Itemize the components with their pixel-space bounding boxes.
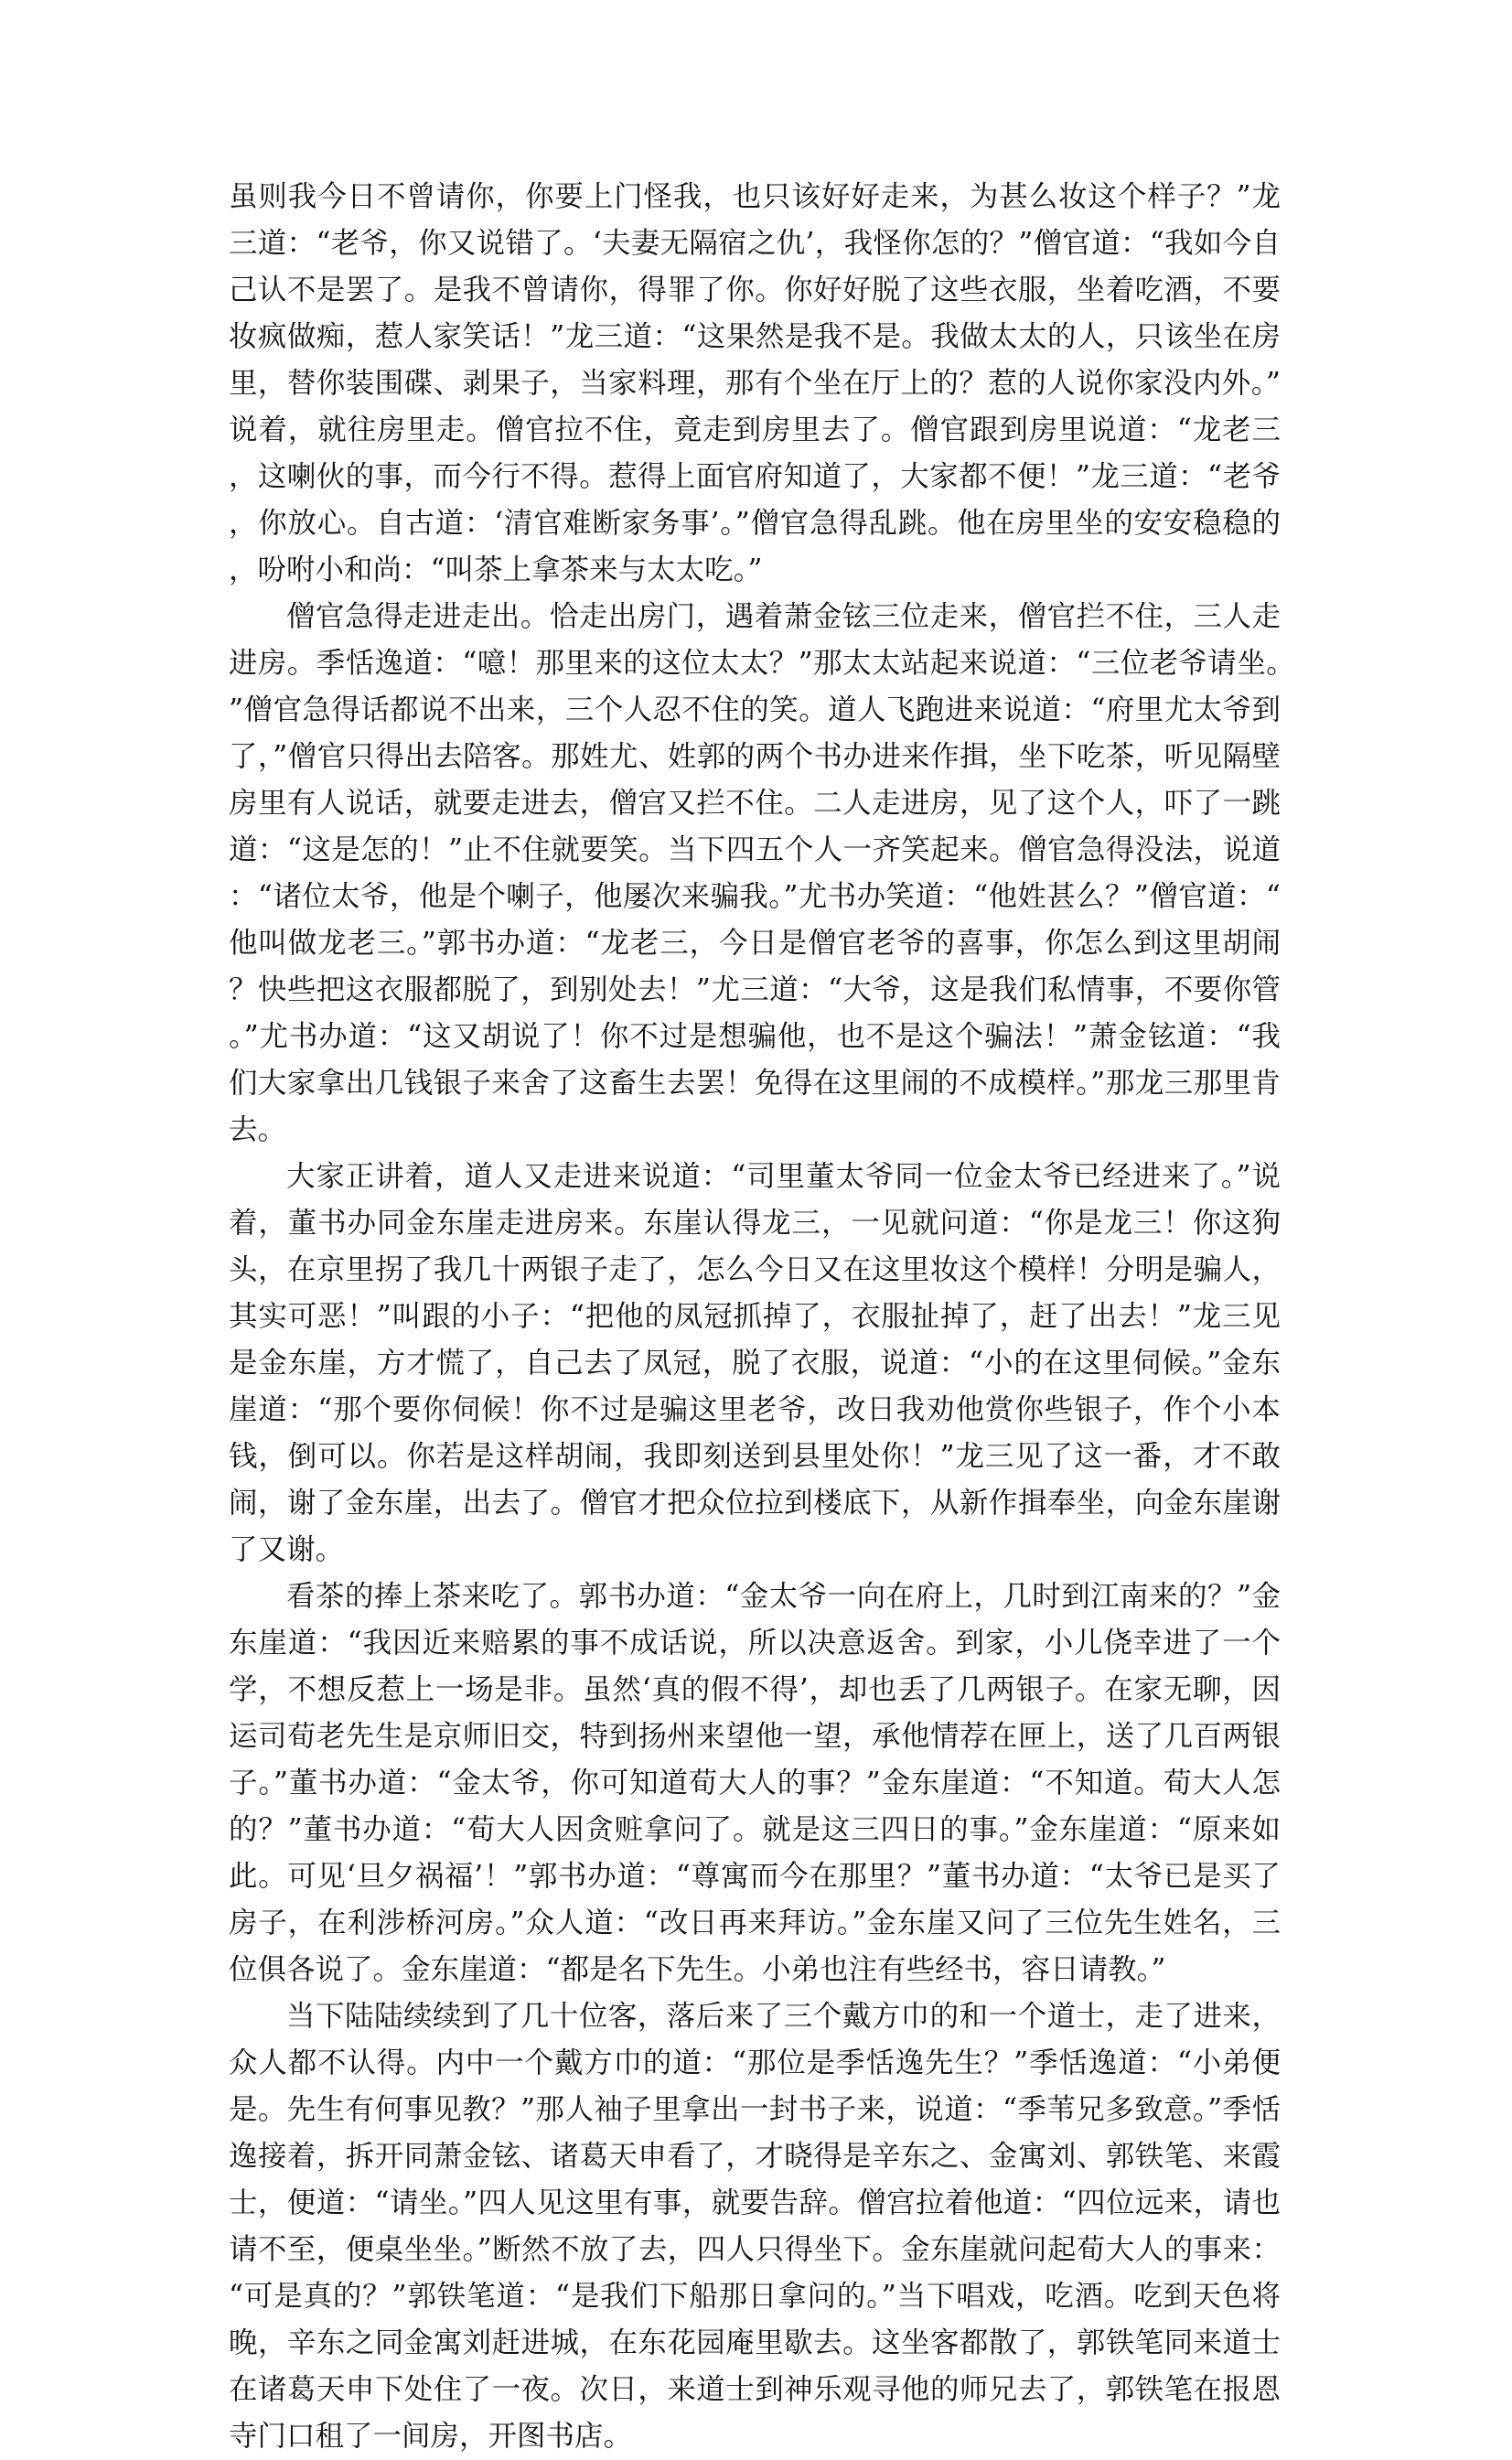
document-page — [229, 174, 1281, 2460]
paragraph-3: 大家正讲着，道人又走进来说道：“司里董太爷同一位金太爷已经进来了。”说着，董书办同金东崖走进房来。东崖认得龙三，一见就问道：“你是龙三！你这狗头，在京里拐了我几十两银子走了，怎么今日又在这里妆这个模样！分明是骗人，其实可恶！”叫跟的小子：“把他的凤冠抓掉了，衣服扯掉了，赶了出去！”龙三见是金东崖，方才慌了，自己去了凤冠，脱了衣服，说道：“小的在这里伺候。”金东崖道：“那个要你伺候！你不过是骗这里老爷，改日我劝他赏你些银子，作个小本钱，倒可以。你若是这样胡闹，我即刻送到县里处你！”龙三见了这一番，才不敢闹，谢了金东崖，出去了。僧官才把众位拉到楼底下，从新作揖奉坐，向金东崖谢了又谢。 — [229, 1160, 1281, 1566]
paragraph-5: 当下陆陆续续到了几十位客，落后来了三个戴方巾的和一个道士，走了进来，众人都不认得。内中一个戴方巾的道：“那位是季恬逸先生？”季恬逸道：“小弟便是。先生有何事见教？”那人袖子里拿出一封书子来，说道：“季苇兄多致意。”季恬逸接着，拆开同萧金铉、诸葛天申看了，才晓得是辛东之、金寓刘、郭铁笔、来霞士，便道：“请坐。”四人见这里有事，就要告辞。僧宫拉着他道：“四位远来，请也请不至，便桌坐坐。”断然不放了去，四人只得坐下。金东崖就问起荀大人的事来：“可是真的？”郭铁笔道：“是我们下船那日拿问的。”当下唱戏，吃酒。吃到天色将晚，辛东之同金寓刘赶进城，在东花园庵里歇去。这坐客都散了，郭铁笔同来道士在诸葛天申下处住了一夜。次日，来道士到神乐观寻他的师兄去了，郭铁笔在报恩寺门口租了一间房，开图书店。 — [229, 2000, 1281, 2453]
paragraph-4: 看茶的捧上茶来吃了。郭书办道：“金太爷一向在府上，几时到江南来的？”金东崖道：“我因近来赔累的事不成话说，所以决意返舍。到家，小儿侥幸进了一个学，不想反惹上一场是非。虽然‘真的假不得’，却也丢了几两银子。在家无聊，因运司荀老先生是京师旧交，特到扬州来望他一望，承他情荐在匣上，送了几百两银子。”董书办道：“金太爷，你可知道荀大人的事？”金东崖道：“不知道。荀大人怎的？”董书办道：“荀大人因贪赃拿问了。就是这三四日的事。”金东崖道：“原来如此。可见‘旦夕祸福’！”郭书办道：“尊寓而今在那里？”董书办道：“太爷已是买了房子，在利涉桥河房。”众人道：“改日再来拜访。”金东崖又问了三位先生姓名，三位俱各说了。金东崖道：“都是名下先生。小弟也注有些经书，容日请教。” — [229, 1580, 1281, 1986]
paragraph-1: 虽则我今日不曾请你，你要上门怪我，也只该好好走来，为甚么妆这个样子？”龙三道：“老爷，你又说错了。‘夫妻无隔宿之仇’，我怪你怎的？”僧官道：“我如今自己认不是罢了。是我不曾请你，得罪了你。你好好脱了这些衣服，坐着吃酒，不要妆疯做痴，惹人家笑话！”龙三道：“这果然是我不是。我做太太的人，只该坐在房里，替你装围碟、剥果子，当家料理，那有个坐在厅上的？惹的人说你家没内外。”说着，就往房里走。僧官拉不住，竟走到房里去了。僧官跟到房里说道：“龙老三，这喇伙的事，而今行不得。惹得上面官府知道了，大家都不便！”龙三道：“老爷，你放心。自古道：‘清官难断家务事’。”僧官急得乱跳。他在房里坐的安安稳稳的，吩咐小和尚：“叫茶上拿茶来与太太吃。” — [229, 180, 1281, 586]
paragraph-2: 僧官急得走进走出。恰走出房门，遇着萧金铉三位走来，僧官拦不住，三人走进房。季恬逸道：“噫！那里来的这位太太？”那太太站起来说道：“三位老爷请坐。”僧官急得话都说不出来，三个人忍不住的笑。道人飞跑进来说道：“府里尤太爷到了，”僧官只得出去陪客。那姓尤、姓郭的两个书办进来作揖，坐下吃茶，听见隔壁房里有人说话，就要走进去，僧宫又拦不住。二人走进房，见了这个人，吓了一跳道：“这是怎的！”止不住就要笑。当下四五个人一齐笑起来。僧官急得没法，说道：“诸位太爷，他是个喇子，他屡次来骗我。”尤书办笑道：“他姓甚么？”僧官道：“他叫做龙老三。”郭书办道：“龙老三，今日是僧官老爷的喜事，你怎么到这里胡闹？快些把这衣服都脱了，到别处去！”尤三道：“大爷，这是我们私情事，不要你管。”尤书办道：“这又胡说了！你不过是想骗他，也不是这个骗法！”萧金铉道：“我们大家拿出几钱银子来舍了这畜生去罢！免得在这里闹的不成模样。”那龙三那里肯去。 — [229, 600, 1281, 1146]
